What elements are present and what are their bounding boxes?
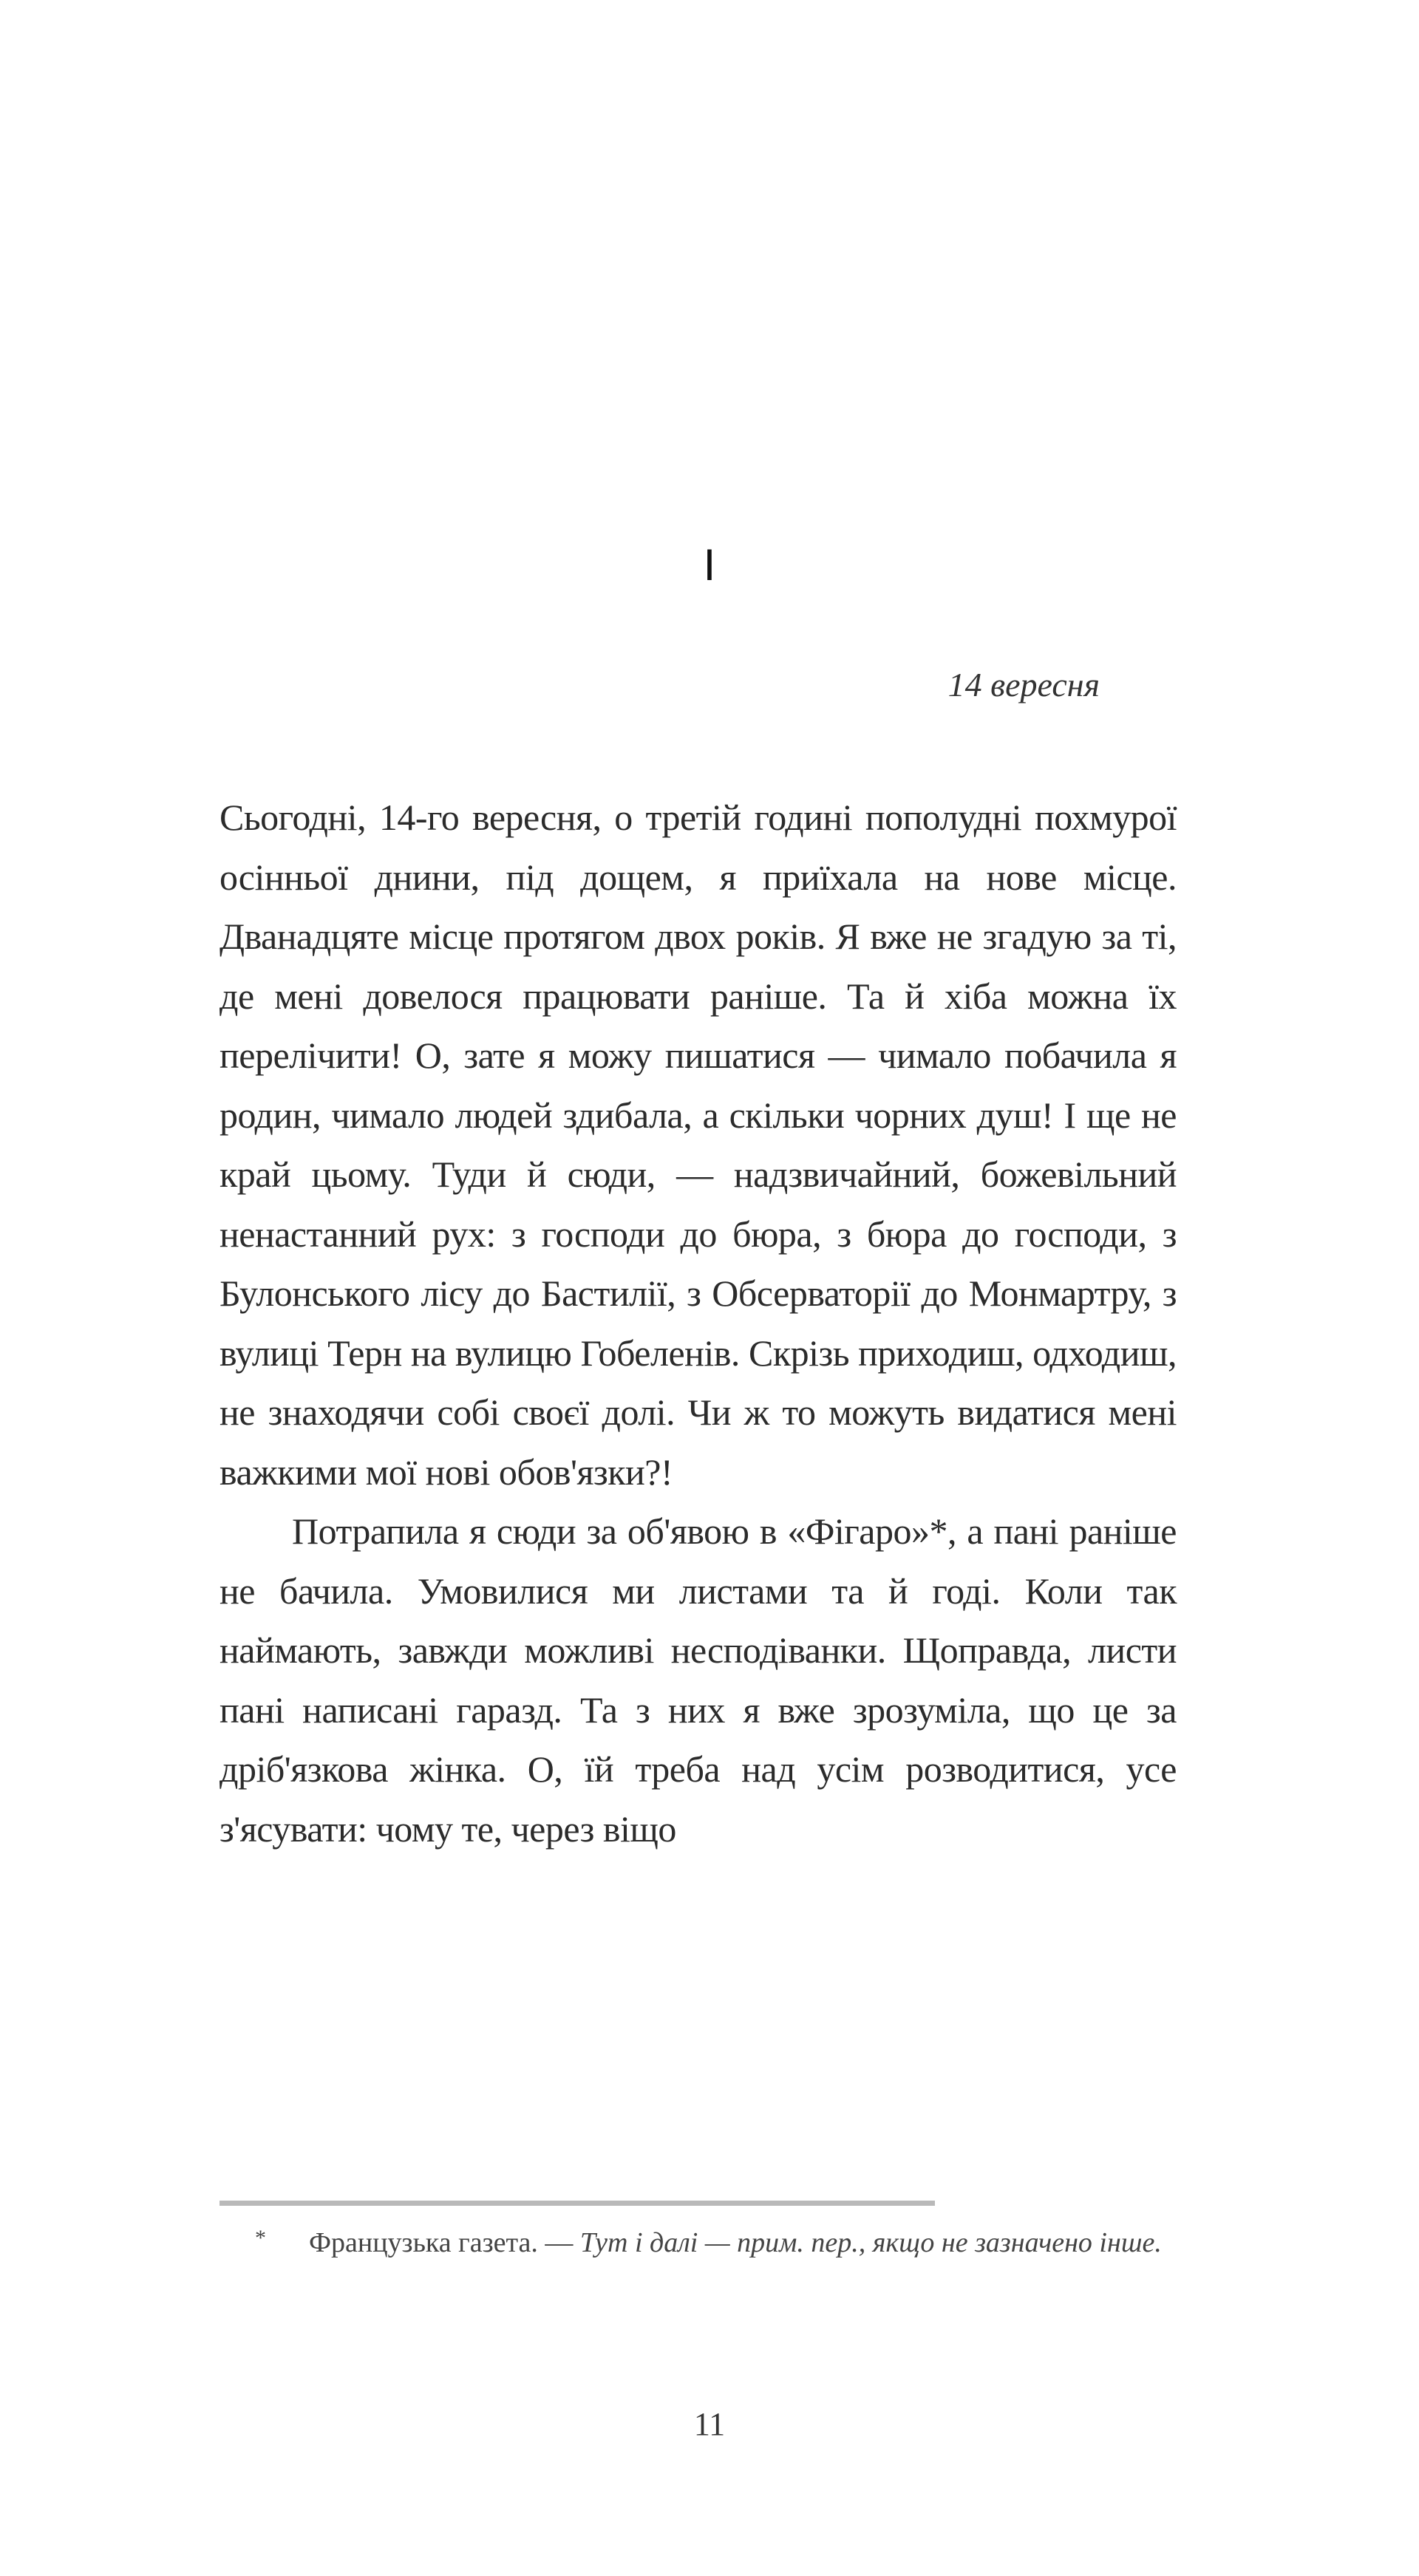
- footnote: [255, 2221, 1175, 2264]
- footnote-text-regular: Французька газета. —: [309, 2227, 580, 2258]
- footnote-text: [309, 2221, 1175, 2264]
- paragraph: Потрапила я сюди за об'явою в «Фігаро»*, а пані раніше не бачила. Умовилися ми листами та й годі. Коли так наймають, завжди можливі несподіванки. Щоправда, листи пані написані гаразд. Та з них я вже зрозуміла, що це за дріб'язкова жінка. О, їй треба над усім розводитися, усе з'ясувати: чому те, через віщо: [220, 1510, 1177, 1850]
- footnote-text-italic: Тут і далі — прим. пер., якщо не зазначено інше.: [579, 2227, 1162, 2258]
- footnote-divider: [220, 2201, 935, 2206]
- footnote-mark: *: [255, 2226, 266, 2250]
- body-text: [220, 788, 1177, 1858]
- diary-date: 14 вересня: [947, 666, 1100, 703]
- page-number: 11: [693, 2406, 726, 2442]
- paragraph: Сьогодні, 14-го вересня, о третій годині пополудні похмурої осінньої днини, під дощем, я приїхала на нове місце. Дванадцяте місце протягом двох років. Я вже не згадую за ті, де мені довелося працювати раніше. Та й хіба можна їх перелічити! О, зате я можу пишатися — чимало побачила я родин, чимало людей здибала, а скільки чорних душ! І ще не край цьому. Туди й сюди, — надзвичайний, божевільний ненастанний рух: з господи до бюра, з бюра до господи, з Булонського лісу до Бастилії, з Обсерваторії до Монмартру, з вулиці Терн на вулицю Гобеленів. Скрізь приходиш, одходиш, не знаходячи собі своєї долі. Чи ж то можуть видатися мені важкими мої нові обов'язки?!: [220, 797, 1177, 1493]
- chapter-number: I: [703, 540, 716, 590]
